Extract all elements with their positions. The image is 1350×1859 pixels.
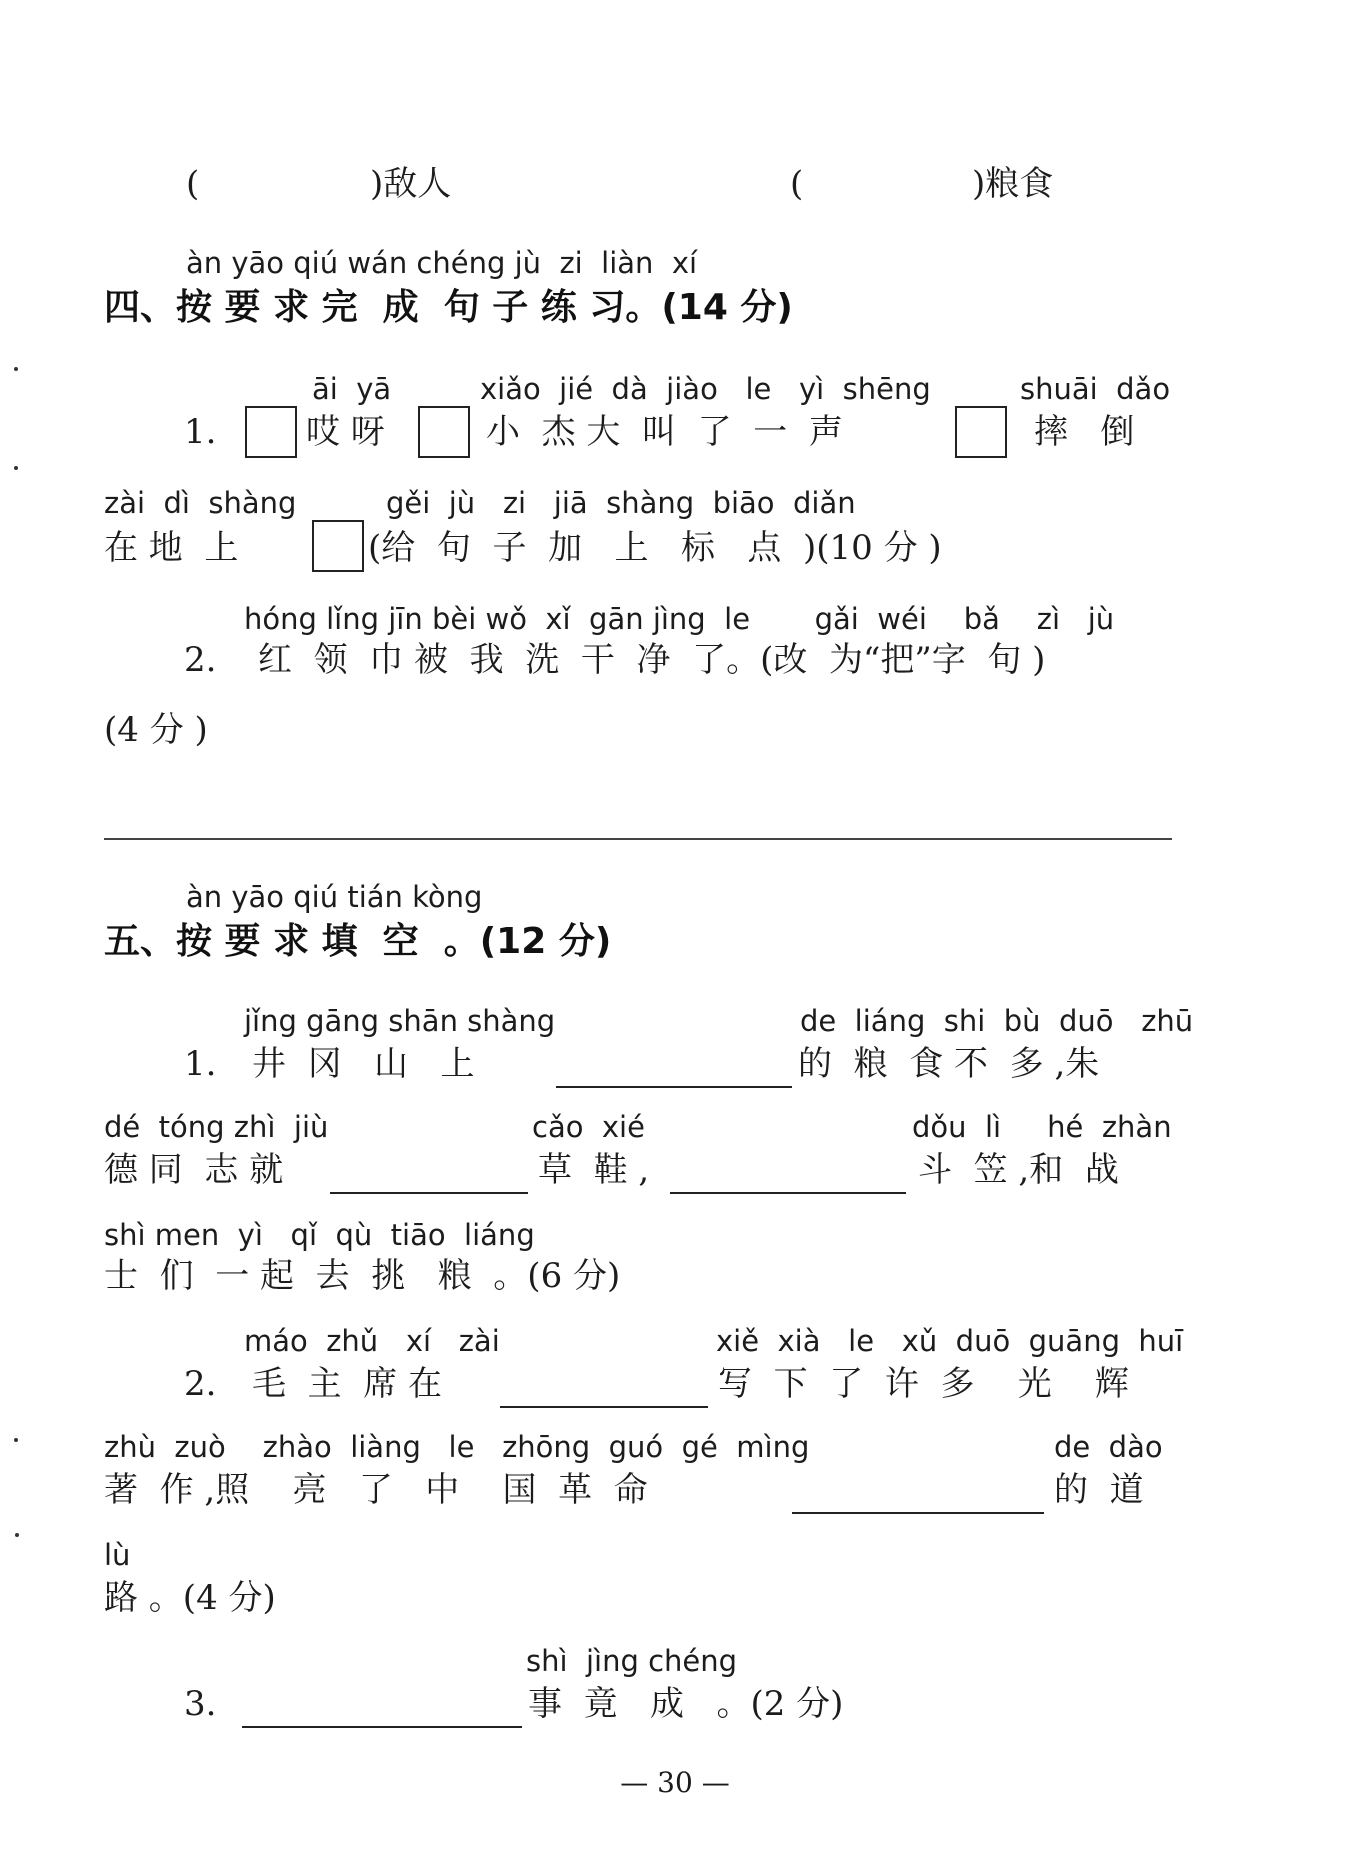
q5-1-word-f: 士 们 一 起 去 挑 粮 。(6 分) [104,1256,621,1296]
q5-3-number: 3. [184,1684,217,1724]
q5-3-pinyin: shì jìng chéng [526,1644,738,1678]
q4-1-pinyin-c: shuāi dǎo [1020,372,1171,406]
q5-1-pinyin-f: shì men yì qǐ qù tiāo liáng [104,1218,535,1252]
margin-speck [14,466,18,470]
paren-open-right: ( [790,164,804,204]
fill-blank-1[interactable] [556,1086,792,1088]
fill-blank-2[interactable] [330,1192,528,1194]
q5-1-pinyin-b: de liáng shi bù duō zhū [800,1004,1194,1038]
q5-2-word-c: 著 作 ,照 亮 了 中 国 革 命 [104,1470,648,1510]
q5-2-pinyin-d: de dào [1054,1430,1163,1464]
q5-2-word-e: 路 。(4 分) [104,1578,276,1618]
paren-open-left: ( [186,164,200,204]
q5-1-pinyin-a: jǐng gāng shān shàng [244,1004,556,1038]
punctuation-box-3[interactable] [955,406,1007,458]
q5-1-word-c: 德 同 志 就 [104,1150,284,1190]
section5-title-pinyin: àn yāo qiú tián kòng [186,880,483,914]
fill-blank-6[interactable] [242,1726,522,1728]
q5-1-word-d: 草 鞋 , [538,1150,650,1190]
q5-1-word-a: 井 冈 山 上 [252,1044,475,1084]
q5-2-word-d: 的 道 [1054,1470,1144,1510]
q4-1-number: 1. [184,412,217,452]
q4-1-pinyin-b: xiǎo jié dà jiào le yì shēng [480,372,931,406]
answer-line[interactable] [104,838,1172,840]
page-number: — 30 — [620,1766,730,1799]
q5-2-pinyin-a: máo zhǔ xí zài [244,1324,500,1358]
margin-speck [14,367,18,371]
q5-1-number: 1. [184,1044,217,1084]
q4-2-pinyin: hóng lǐng jīn bèi wǒ xǐ gān jìng le gǎi wéi bǎ zì jù [244,602,1115,636]
q5-2-word-a: 毛 主 席 在 [252,1364,443,1404]
grain-word: )粮食 [972,164,1054,204]
section5-title: 五、按 要 求 填 空 。(12 分) [104,921,612,962]
punctuation-box-4[interactable] [312,520,364,572]
q4-1-pinyin-d: zài dì shàng [104,486,297,520]
fill-blank-3[interactable] [670,1192,906,1194]
q4-1-word-b: 小 杰 大 叫 了 一 声 [486,412,843,452]
q5-1-pinyin-d: cǎo xié [532,1110,645,1144]
q4-2-sentence: 红 领 巾 被 我 洗 干 净 了。(改 为“把”字 句 ) [258,640,1046,680]
q5-2-pinyin-e: lù [104,1538,131,1572]
q5-2-pinyin-c: zhù zuò zhào liàng le zhōng guó gé mìng [104,1430,810,1464]
q5-1-pinyin-c: dé tóng zhì jiù [104,1110,329,1144]
q5-2-pinyin-b: xiě xià le xǔ duō guāng huī [716,1324,1184,1358]
q5-2-word-b: 写 下 了 许 多 光 辉 [718,1364,1129,1404]
section4-title: 四、按 要 求 完 成 句 子 练 习。(14 分) [104,287,793,328]
q4-1-word-c: 摔 倒 [1034,412,1135,452]
q4-1-word-a: 哎 呀 [306,412,385,452]
q5-1-word-b: 的 粮 食 不 多 ,朱 [798,1044,1100,1084]
q4-1-pinyin-e: gěi jù zi jiā shàng biāo diǎn [386,486,856,520]
punctuation-box-2[interactable] [418,406,470,458]
fill-blank-5[interactable] [792,1512,1044,1514]
section4-title-pinyin: àn yāo qiú wán chéng jù zi liàn xí [186,246,698,280]
q4-1-word-d: 在 地 上 [104,528,239,568]
q4-1-instruction: (给 句 子 加 上 标 点 )(10 分 ) [368,528,942,568]
q5-1-word-e: 斗 笠 ,和 战 [918,1150,1119,1190]
q5-3-text: 事 竟 成 。(2 分) [528,1684,844,1724]
margin-speck [14,1438,18,1442]
q4-2-number: 2. [184,640,217,680]
enemy-word: )敌人 [370,164,452,204]
q4-1-pinyin-a: āi yā [312,372,392,406]
q4-2-score: (4 分 ) [104,710,208,750]
fill-blank-4[interactable] [500,1406,708,1408]
margin-speck [15,1533,19,1537]
q5-1-pinyin-e: dǒu lì hé zhàn [912,1110,1172,1144]
q5-2-number: 2. [184,1364,217,1404]
punctuation-box-1[interactable] [245,406,297,458]
